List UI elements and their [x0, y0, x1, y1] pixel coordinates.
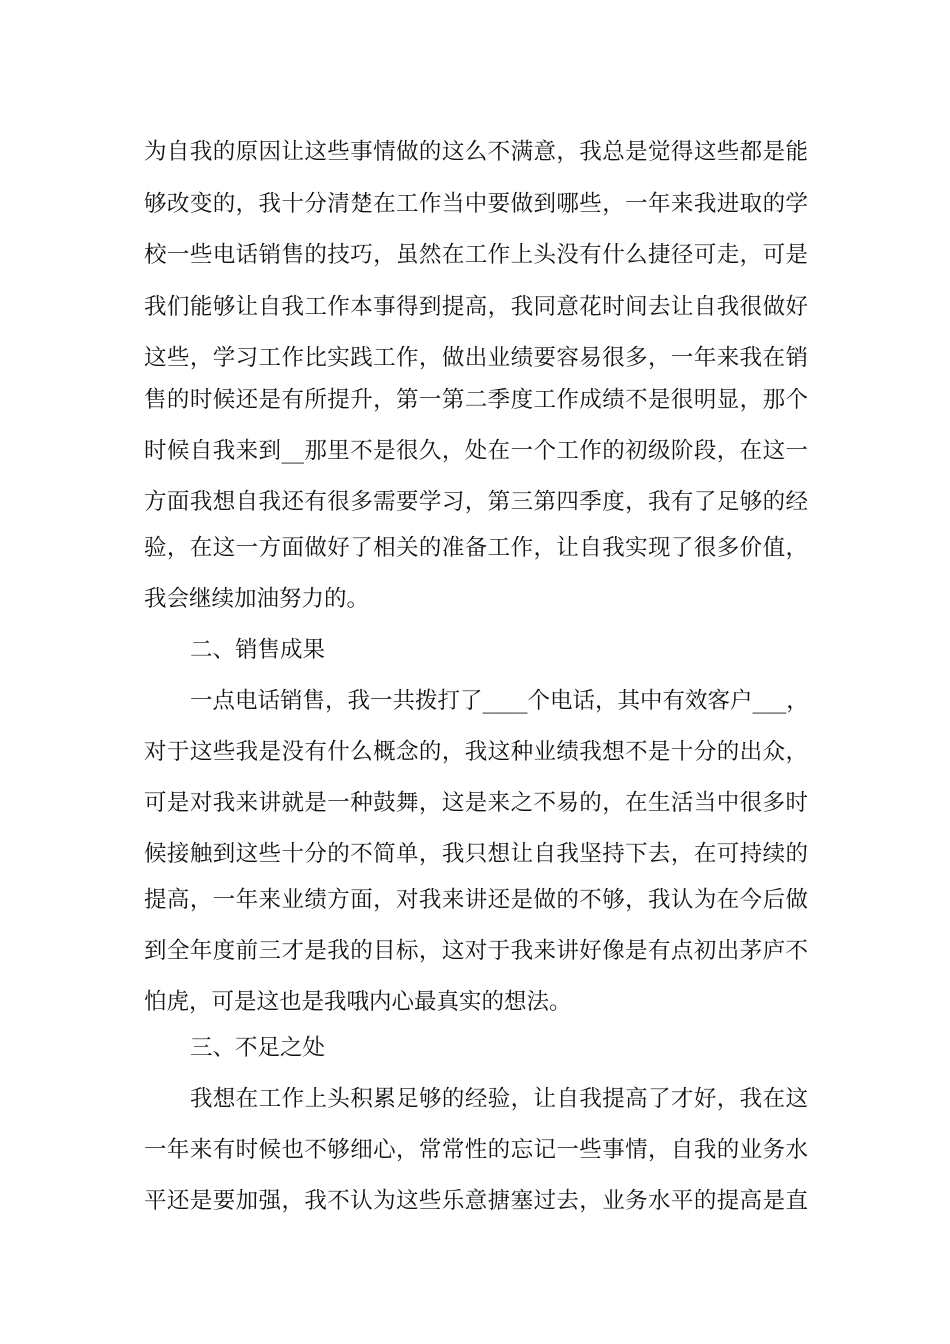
- paragraph-line: 方面我想自我还有很多需要学习，第三第四季度，我有了足够的经: [144, 489, 808, 515]
- paragraph-line: 够改变的，我十分清楚在工作当中要做到哪些，一年来我进取的学: [144, 191, 808, 217]
- paragraph-line: 平还是要加强，我不认为这些乐意搪塞过去，业务水平的提高是直: [144, 1188, 808, 1214]
- paragraph-line: 验，在这一方面做好了相关的准备工作，让自我实现了很多价值，: [144, 535, 808, 561]
- paragraph-line: 校一些电话销售的技巧，虽然在工作上头没有什么捷径可走，可是: [144, 242, 808, 268]
- paragraph-line: 我会继续加油努力的。: [144, 586, 370, 612]
- section-heading: 三、不足之处: [190, 1035, 326, 1061]
- paragraph-line: 一点电话销售，我一共拨打了____个电话，其中有效客户___，: [190, 688, 809, 714]
- paragraph-line: 提高，一年来业绩方面，对我来讲还是做的不够，我认为在今后做: [144, 887, 808, 913]
- paragraph-line: 怕虎，可是这也是我哦内心最真实的想法。: [144, 989, 572, 1015]
- section-heading: 二、销售成果: [190, 637, 326, 663]
- paragraph-line: 这些，学习工作比实践工作，做出业绩要容易很多，一年来我在销: [144, 345, 808, 371]
- paragraph-line: 可是对我来讲就是一种鼓舞，这是来之不易的，在生活当中很多时: [144, 790, 808, 816]
- paragraph-line: 为自我的原因让这些事情做的这么不满意，我总是觉得这些都是能: [144, 139, 808, 165]
- paragraph-line: 我们能够让自我工作本事得到提高，我同意花时间去让自我很做好: [144, 294, 808, 320]
- paragraph-line: 时候自我来到__那里不是很久，处在一个工作的初级阶段，在这一: [144, 438, 808, 464]
- paragraph-line: 我想在工作上头积累足够的经验，让自我提高了才好，我在这: [190, 1086, 808, 1112]
- paragraph-line: 对于这些我是没有什么概念的，我这种业绩我想不是十分的出众，: [144, 739, 808, 765]
- paragraph-line: 到全年度前三才是我的目标，这对于我来讲好像是有点初出茅庐不: [144, 938, 808, 964]
- paragraph-line: 一年来有时候也不够细心，常常性的忘记一些事情，自我的业务水: [144, 1137, 808, 1163]
- paragraph-line: 售的时候还是有所提升，第一第二季度工作成绩不是很明显，那个: [144, 387, 808, 413]
- paragraph-line: 候接触到这些十分的不简单，我只想让自我坚持下去，在可持续的: [144, 841, 808, 867]
